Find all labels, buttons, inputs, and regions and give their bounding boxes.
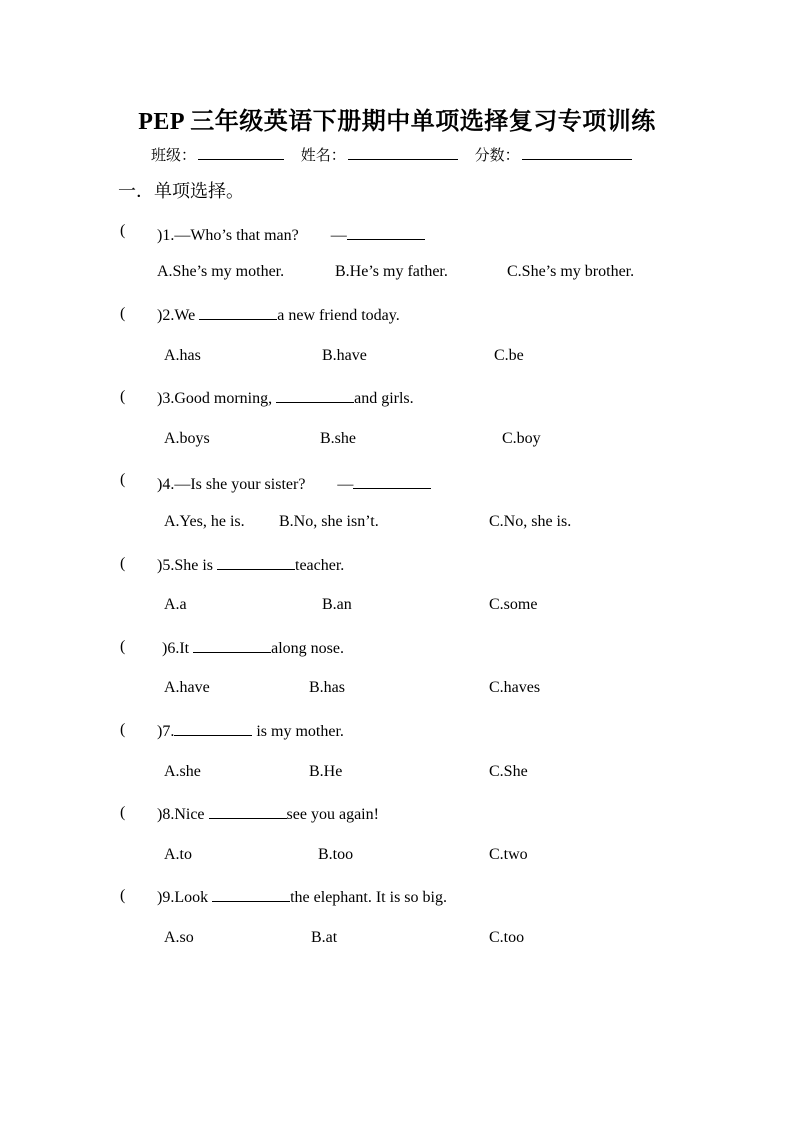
stem-text-after: the elephant. It is so big.	[290, 889, 447, 906]
answer-paren[interactable]: (	[120, 305, 126, 322]
score-label: 分数：	[474, 146, 520, 164]
stem-text-after: a new friend today.	[277, 307, 400, 324]
page-title: PEP 三年级英语下册期中单项选择复习专项训练	[138, 109, 656, 135]
option-c[interactable]: C.haves	[489, 679, 541, 696]
section-heading: 一．单项选择。	[118, 181, 244, 202]
answer-paren[interactable]: (	[120, 555, 126, 572]
student-info-line	[151, 144, 644, 165]
option-b[interactable]: B.too	[318, 846, 354, 863]
option-b[interactable]: B.has	[309, 679, 345, 696]
question-stem	[162, 638, 344, 658]
stem-text-before: )4.—Is she your sister? —	[157, 476, 354, 493]
option-b[interactable]: B.No, she isn’t.	[279, 513, 379, 530]
option-c[interactable]: C.too	[489, 929, 525, 946]
question-stem	[157, 804, 379, 824]
question-stem	[157, 721, 344, 741]
answer-paren[interactable]: (	[120, 887, 126, 904]
option-a[interactable]: A.so	[164, 929, 194, 946]
stem-text-before: )1.—Who’s that man? —	[157, 227, 347, 244]
option-b[interactable]: B.an	[322, 596, 352, 613]
option-a[interactable]: A.Yes, he is.	[164, 513, 245, 530]
option-c[interactable]: C.two	[489, 846, 528, 863]
name-field[interactable]	[348, 144, 458, 160]
answer-blank[interactable]	[347, 225, 425, 240]
answer-paren[interactable]: (	[120, 721, 126, 738]
stem-text-after: along nose.	[271, 640, 344, 657]
answer-blank[interactable]	[199, 305, 277, 320]
stem-text-after: and girls.	[354, 390, 414, 407]
question-stem	[157, 222, 425, 245]
answer-blank[interactable]	[174, 721, 252, 736]
question-stem	[157, 305, 400, 325]
option-c[interactable]: C.some	[489, 596, 538, 613]
stem-text-before: )5.She is	[157, 557, 217, 574]
stem-text-before: )3.Good morning,	[157, 390, 277, 407]
answer-blank[interactable]	[193, 638, 271, 653]
option-c[interactable]: C.No, she is.	[489, 513, 572, 530]
class-label: 班级：	[151, 146, 197, 164]
answer-blank[interactable]	[217, 555, 295, 570]
option-c[interactable]: C.be	[494, 347, 524, 364]
option-a[interactable]: A.She’s my mother.	[157, 263, 285, 280]
question-stem	[157, 555, 344, 575]
answer-blank[interactable]	[212, 887, 290, 902]
stem-text-after: teacher.	[295, 557, 345, 574]
option-a[interactable]: A.have	[164, 679, 210, 696]
answer-paren[interactable]: (	[120, 222, 126, 239]
answer-blank[interactable]	[209, 804, 287, 819]
option-c[interactable]: C.She’s my brother.	[507, 263, 635, 280]
stem-text-before: )7.	[157, 723, 175, 740]
option-a[interactable]: A.she	[164, 763, 201, 780]
answer-paren[interactable]: (	[120, 638, 126, 655]
option-c[interactable]: C.boy	[502, 430, 541, 447]
stem-text-after: is my mother.	[252, 723, 344, 740]
stem-text-before: )8.Nice	[157, 806, 209, 823]
option-a[interactable]: A.to	[164, 846, 192, 863]
option-a[interactable]: A.boys	[164, 430, 210, 447]
option-b[interactable]: B.have	[322, 347, 367, 364]
stem-text-before: )9.Look	[157, 889, 213, 906]
option-a[interactable]: A.a	[164, 596, 187, 613]
answer-blank[interactable]	[353, 474, 431, 489]
stem-text-after: see you again!	[286, 806, 379, 823]
option-c[interactable]: C.She	[489, 763, 528, 780]
stem-text-before: )6.It	[162, 640, 194, 657]
question-stem	[157, 388, 414, 408]
score-field[interactable]	[522, 144, 632, 160]
option-a[interactable]: A.has	[164, 347, 201, 364]
answer-paren[interactable]: (	[120, 804, 126, 821]
class-field[interactable]	[198, 144, 284, 160]
answer-paren[interactable]: (	[120, 388, 126, 405]
name-label: 姓名：	[300, 146, 346, 164]
question-stem	[157, 887, 447, 907]
option-b[interactable]: B.He	[309, 763, 343, 780]
answer-blank[interactable]	[276, 388, 354, 403]
option-b[interactable]: B.she	[320, 430, 356, 447]
option-b[interactable]: B.at	[311, 929, 338, 946]
answer-paren[interactable]: (	[120, 471, 126, 488]
question-stem	[157, 471, 431, 494]
stem-text-before: )2.We	[157, 307, 200, 324]
option-b[interactable]: B.He’s my father.	[335, 263, 448, 280]
